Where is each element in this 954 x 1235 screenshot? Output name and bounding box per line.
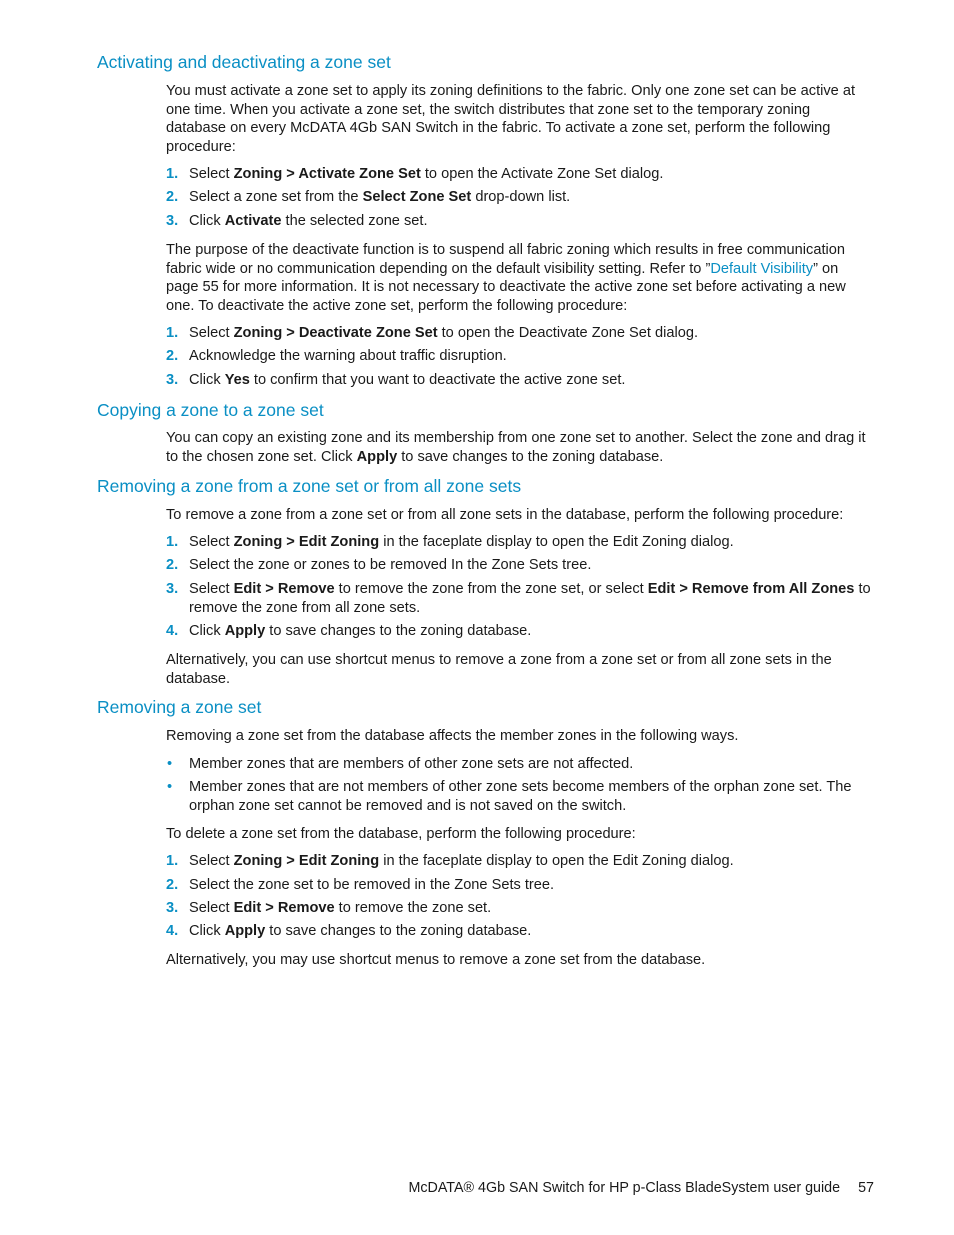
step-activate-2 [166, 188, 874, 207]
step-text: to open the Activate Zone Set dialog. [420, 166, 664, 182]
step-command: Zoning > Edit Zoning [233, 853, 380, 869]
step-text: Click [189, 213, 225, 229]
step-text: to save changes to the zoning database. [265, 923, 532, 939]
heading-removing-zone: Removing a zone from a zone set or from all zone sets [97, 476, 522, 496]
step-text: in the faceplate display to open the Edit Zoning dialog. [379, 534, 734, 550]
heading-removing-set: Removing a zone set [97, 697, 262, 717]
step-command: Apply [224, 923, 266, 939]
step-command: Zoning > Activate Zone Set [233, 166, 421, 182]
paragraph-deactivate [166, 241, 874, 315]
bullet-icon: • [167, 779, 173, 795]
paragraph-text: The purpose of the deactivate function is to suspend all fabric zoning which results in free communication fabric wide or no communication depending on the default visibility setting. Refer to ” [166, 242, 845, 277]
step-deactivate-3 [166, 371, 874, 390]
step-number: 3. [166, 900, 179, 916]
step-command: Select Zone Set [362, 189, 472, 205]
paragraph-removing-set-intro: Removing a zone set from the database affects the member zones in the following ways. [166, 728, 739, 744]
paragraph-removing-zone-intro: To remove a zone from a zone set or from all zone sets in the database, perform the following procedure: [166, 507, 844, 523]
step-command: Edit > Remove [233, 581, 335, 597]
step-remove-zone-1 [166, 533, 874, 552]
step-text: Select [189, 853, 234, 869]
step-remove-set-2 [166, 876, 874, 895]
step-number: 3. [166, 581, 179, 597]
step-text: to remove the zone from the zone set, or select [334, 581, 648, 597]
step-text: Select the zone set to be removed in the Zone Sets tree. [189, 877, 555, 893]
step-command: Zoning > Edit Zoning [233, 534, 380, 550]
bullet-item [166, 755, 874, 774]
default-visibility-link[interactable]: Default Visibility [710, 260, 814, 277]
step-command: Yes [224, 372, 250, 388]
step-command: Edit > Remove from All Zones [647, 581, 855, 597]
bullet-text: Member zones that are members of other zone sets are not affected. [189, 756, 634, 772]
step-text: Select [189, 534, 234, 550]
step-command: Edit > Remove [233, 900, 335, 916]
step-text: Click [189, 372, 225, 388]
step-text: to remove the zone from all zone sets. [189, 581, 871, 616]
step-text: to open the Deactivate Zone Set dialog. [437, 325, 699, 341]
step-number: 4. [166, 923, 179, 939]
paragraph-copying [166, 429, 874, 466]
footer-title: McDATA® 4Gb SAN Switch for HP p-Class BladeSystem user guide [408, 1180, 841, 1196]
heading-copying: Copying a zone to a zone set [97, 400, 324, 420]
step-remove-zone-2 [166, 556, 874, 575]
page-footer [408, 1180, 874, 1196]
step-number: 3. [166, 213, 179, 229]
step-number: 2. [166, 877, 179, 893]
step-number: 2. [166, 557, 179, 573]
step-text: Select [189, 581, 234, 597]
step-text: to remove the zone set. [334, 900, 492, 916]
paragraph-text: to save changes to the zoning database. [397, 448, 664, 465]
step-text: Select [189, 900, 234, 916]
step-text: Click [189, 923, 225, 939]
bullet-icon: • [167, 756, 173, 772]
step-remove-zone-4 [166, 622, 874, 641]
step-number: 1. [166, 534, 179, 550]
paragraph-command: Apply [356, 448, 398, 465]
step-command: Zoning > Deactivate Zone Set [233, 325, 438, 341]
step-text: drop-down list. [471, 189, 571, 205]
step-text: the selected zone set. [281, 213, 428, 229]
paragraph-removing-set-outro: Alternatively, you may use shortcut menus to remove a zone set from the database. [166, 952, 706, 968]
step-activate-1 [166, 165, 874, 184]
step-text: Select a zone set from the [189, 189, 363, 205]
step-text: Select [189, 166, 234, 182]
step-deactivate-1 [166, 324, 874, 343]
step-remove-zone-3 [166, 580, 874, 617]
page-number: 57 [858, 1180, 874, 1196]
step-text: Click [189, 623, 225, 639]
step-number: 2. [166, 189, 179, 205]
step-number: 4. [166, 623, 179, 639]
bullet-text: Member zones that are not members of other zone sets become members of the orphan zone set. The orphan zone set cannot be removed and is not saved on the switch. [189, 779, 852, 814]
paragraph-removing-set-intro2: To delete a zone set from the database, perform the following procedure: [166, 826, 636, 842]
step-number: 3. [166, 372, 179, 388]
step-number: 1. [166, 325, 179, 341]
step-text: to confirm that you want to deactivate the active zone set. [249, 372, 626, 388]
bullet-item [166, 778, 874, 815]
step-command: Activate [224, 213, 282, 229]
step-number: 1. [166, 166, 179, 182]
step-text: Acknowledge the warning about traffic disruption. [189, 348, 507, 364]
step-command: Apply [224, 623, 266, 639]
step-deactivate-2 [166, 347, 874, 366]
step-text: to save changes to the zoning database. [265, 623, 532, 639]
step-remove-set-4 [166, 922, 874, 941]
step-remove-set-3 [166, 899, 874, 918]
paragraph-removing-zone-outro: Alternatively, you can use shortcut menus to remove a zone from a zone set or from all zone sets in the database. [166, 652, 832, 687]
step-text: Select the zone or zones to be removed In the Zone Sets tree. [189, 557, 592, 573]
step-number: 1. [166, 853, 179, 869]
step-text: in the faceplate display to open the Edit Zoning dialog. [379, 853, 734, 869]
step-text: Select [189, 325, 234, 341]
paragraph-activate-intro: You must activate a zone set to apply its zoning definitions to the fabric. Only one zone set can be active at one time. When you activate a zone set, the switch distributes that zone set to the temporary zoning database on every McDATA 4Gb SAN Switch in the fabric. To activate a zone set, perform the following procedure: [166, 83, 856, 155]
paragraph-text: You can copy an existing zone and its membership from one zone set to another. Select the zone and drag it to the chosen zone set. Click [166, 430, 866, 465]
step-remove-set-1 [166, 852, 874, 871]
paragraph-text: ” on page 55 for more information. It is not necessary to deactivate the active zone set before activating a new one. To deactivate the active zone set, perform the following procedure: [166, 260, 846, 314]
step-activate-3 [166, 212, 874, 231]
heading-activating: Activating and deactivating a zone set [97, 52, 391, 72]
step-number: 2. [166, 348, 179, 364]
